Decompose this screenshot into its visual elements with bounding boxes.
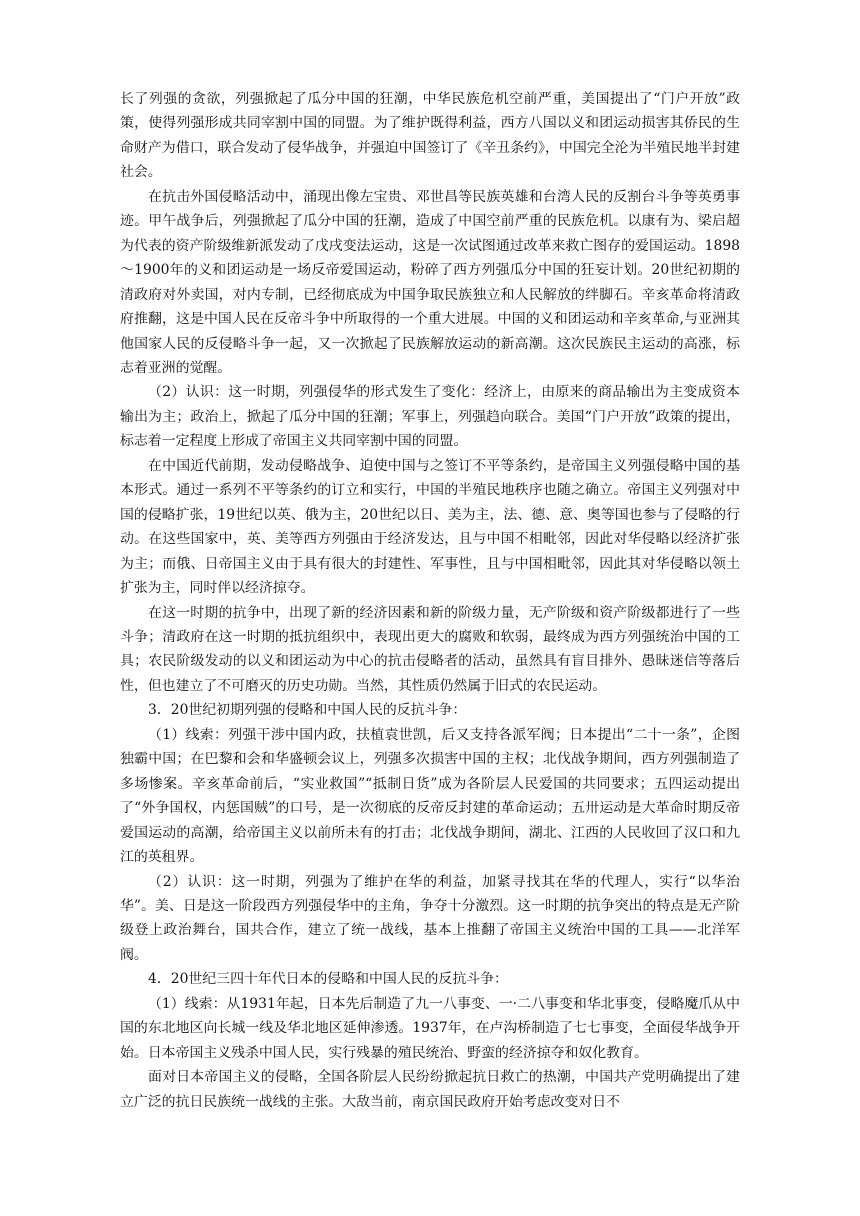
paragraph-4: 在中国近代前期，发动侵略战争、迫使中国与之签订不平等条约，是帝国主义列强侵略中国的基本形式。通过一系列不平等条约的订立和实行，中国的半殖民地秩序也随之确立。帝国主义列强对中国的侵略扩张，19世纪以英、俄为主，20世纪以日、美为主，法、德、意、奥等国也参与了侵略的行动。在这些国家中，英、美等西方列强由于经济发达，且与中国不相毗邻，因此对华侵略以经济扩张为主；而俄、日帝国主义由于具有很大的封建性、军事性，且与中国相毗邻，因此其对华侵略以领土扩张为主，同时伴以经济掠夺。 — [120, 457, 740, 597]
section-heading-3: 3．20世纪初期列强的侵略和中国人民的反抗斗争： — [148, 702, 467, 719]
paragraph-2: 在抗击外国侵略活动中，涌现出像左宝贵、邓世昌等民族英雄和台湾人民的反割台斗争等英勇事迹。甲午战争后，列强掀起了瓜分中国的狂潮，造成了中国空前严重的民族危机。以康有为、梁启超为代表的资产阶级维新派发动了戊戌变法运动，这是一次试图通过改革来救亡图存的爱国运动。1898～1900年的义和团运动是一场反帝爱国运动，粉碎了西方列强瓜分中国的狂妄计划。20世纪初期的清政府对外卖国，对内专制，已经彻底成为中国争取民族独立和人民解放的绊脚石。辛亥革命将清政府推翻，这是中国人民在反帝斗争中所取得的一个重大进展。中国的义和团运动和辛亥革命,与亚洲其他国家人民的反侵略斗争一起，又一次掀起了民族解放运动的新高潮。这次民族民主运动的高涨，标志着亚洲的觉醒。 — [120, 188, 740, 376]
paragraph-6: （1）线索：列强干涉中国内政，扶植袁世凯，后又支持各派军阀；日本提出“二十一条”，企图独霸中国；在巴黎和会和华盛顿会议上，列强多次损害中国的主权；北伐战争期间，西方列强制造了多场惨案。辛亥革命前后，“实业救国”“抵制日货”成为各阶层人民爱国的共同要求；五四运动提出了“外争国权，内惩国贼”的口号，是一次彻底的反帝反封建的革命运动；五卅运动是大革命时期反帝爱国运动的高潮，给帝国主义以前所未有的打击；北伐战争期间，湖北、江西的人民收回了汉口和九江的英租界。 — [120, 726, 740, 866]
paragraph-7: （2）认识：这一时期，列强为了维护在华的利益，加紧寻找其在华的代理人，实行“以华治华”。美、日是这一阶段西方列强侵华中的主角，争夺十分激烈。这一时期的抗争突出的特点是无产阶级登上政治舞台，国共合作，建立了统一战线，基本上推翻了帝国主义统治中国的工具——北洋军阀。 — [120, 873, 740, 963]
paragraph-1: 长了列强的贪欲，列强掀起了瓜分中国的狂潮，中华民族危机空前严重，美国提出了“门户开放”政策，使得列强形成共同宰割中国的同盟。为了维护既得利益，西方八国以义和团运动损害其侨民的生命财产为借口，联合发动了侵华战争，并强迫中国签订了《辛丑条约》，中国完全沦为半殖民地半封建社会。 — [120, 91, 740, 181]
paragraph-9: 面对日本帝国主义的侵略，全国各阶层人民纷纷掀起抗日救亡的热潮，中国共产党明确提出了建立广泛的抗日民族统一战线的主张。大敌当前，南京国民政府开始考虑改变对日不 — [120, 1069, 740, 1110]
document-page — [120, 87, 740, 1114]
section-heading-4: 4．20世纪三四十年代日本的侵略和中国人民的反抗斗争： — [148, 971, 508, 988]
paragraph-8: （1）线索：从1931年起，日本先后制造了九一八事变、一·二八事变和华北事变，侵略魔爪从中国的东北地区向长城一线及华北地区延伸渗透。1937年，在卢沟桥制造了七七事变，全面侵华战争开始。日本帝国主义残杀中国人民，实行残暴的殖民统治、野蛮的经济掠夺和奴化教育。 — [120, 995, 740, 1061]
paragraph-3: （2）认识：这一时期，列强侵华的形式发生了变化：经济上，由原来的商品输出为主变成资本输出为主；政治上，掀起了瓜分中国的狂潮；军事上，列强趋向联合。美国“门户开放”政策的提出，标志着一定程度上形成了帝国主义共同宰割中国的同盟。 — [120, 384, 740, 450]
paragraph-5: 在这一时期的抗争中，出现了新的经济因素和新的阶级力量，无产阶级和资产阶级都进行了一些斗争；清政府在这一时期的抵抗组织中，表现出更大的腐败和软弱，最终成为西方列强统治中国的工具；农民阶级发动的以义和团运动为中心的抗击侵略者的活动，虽然具有盲目排外、愚昧迷信等落后性，但也建立了不可磨灭的历史功勋。当然，其性质仍然属于旧式的农民运动。 — [120, 604, 740, 694]
